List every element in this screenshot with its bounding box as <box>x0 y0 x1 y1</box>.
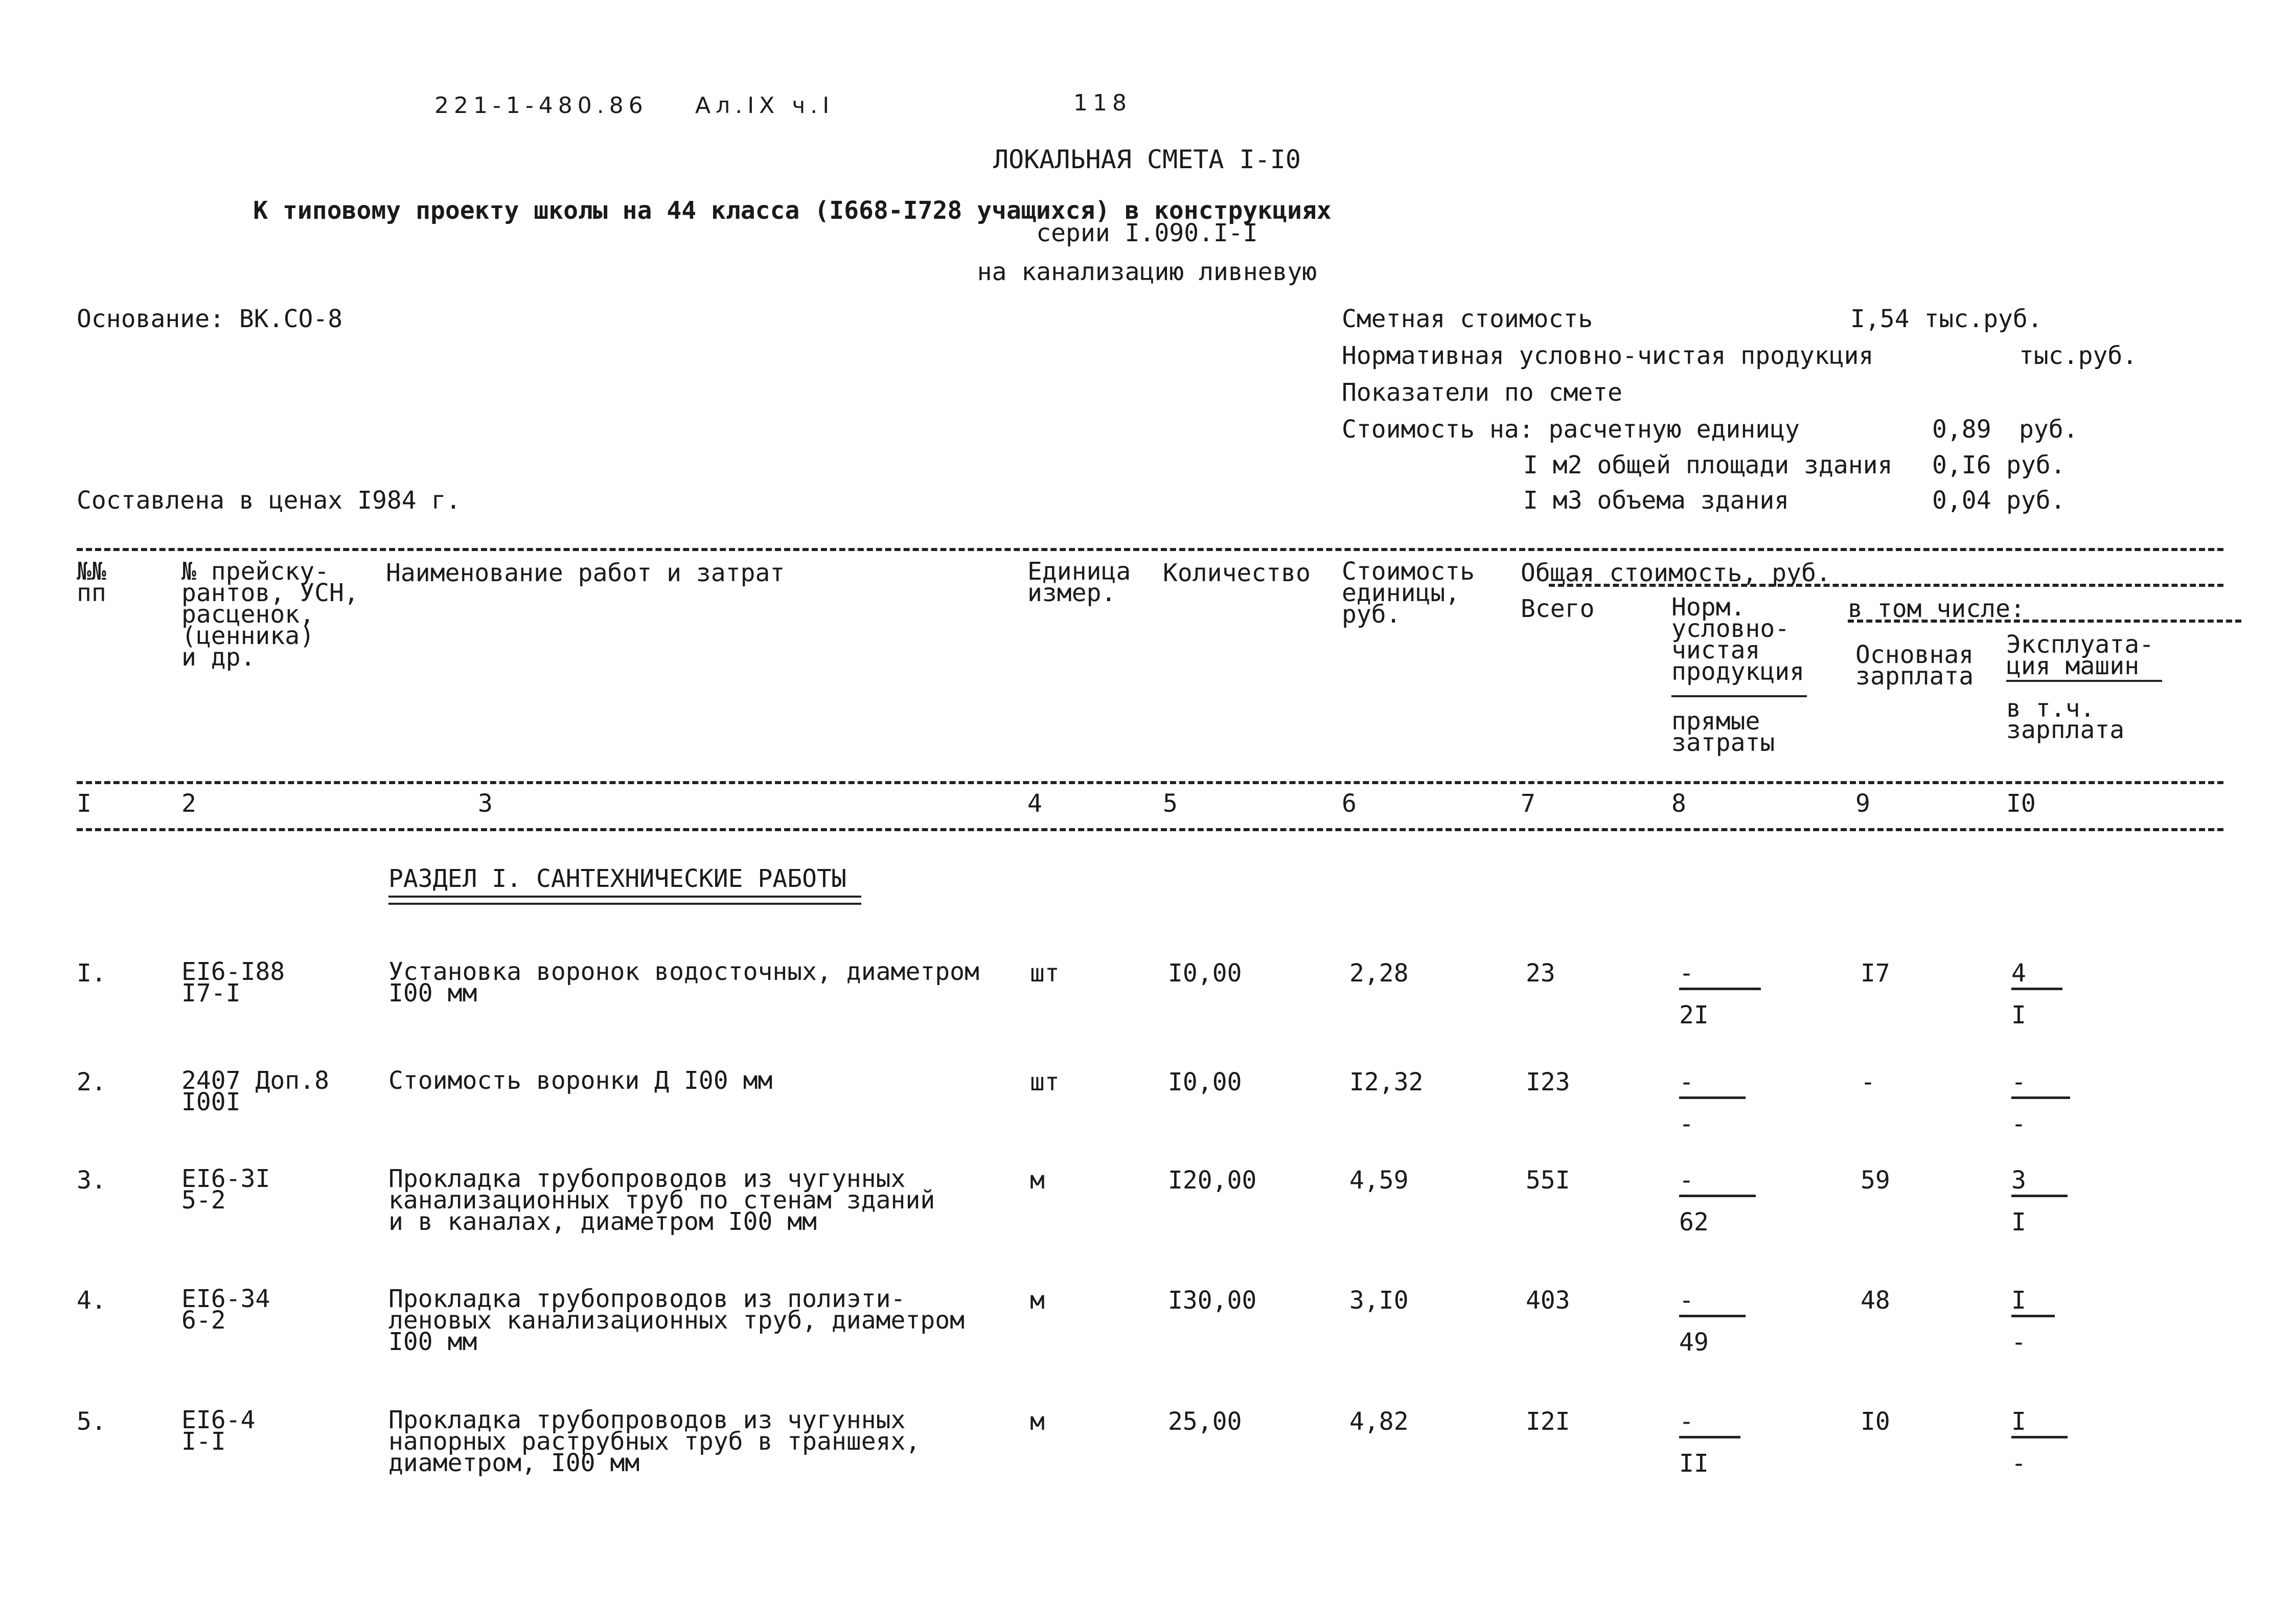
estimate-cost-label: Сметная стоимость <box>1342 305 1593 333</box>
row-work-name: Стоимость воронки Д I00 мм <box>388 1066 773 1095</box>
row-quantity: I0,00 <box>1168 959 1242 988</box>
col-index-7: 7 <box>1521 789 1535 818</box>
row-total: I23 <box>1526 1068 1570 1096</box>
col-index-8: 8 <box>1671 789 1686 818</box>
col-total-header: Всего <box>1521 594 1595 623</box>
col-pricelist-header: № прейску- рантов, УСН, расценок, (ценника) и др. <box>181 557 359 672</box>
cost-per-m3-unit: руб. <box>2006 486 2066 515</box>
row-machines: I <box>2011 1286 2026 1315</box>
header-bottom-rule <box>77 781 2223 784</box>
row-machines-salary: - <box>2011 1328 2026 1357</box>
row-total: 403 <box>1526 1286 1570 1315</box>
cost-per-unit-unit: руб. <box>2019 415 2078 444</box>
row-base-salary: 48 <box>1861 1286 1890 1315</box>
col-machines-header: Эксплуата- ция машин <box>2006 630 2154 680</box>
row-machines: - <box>2011 1068 2026 1096</box>
header-top-rule <box>77 548 2223 551</box>
row-direct-costs: - <box>1679 1110 1694 1138</box>
document-code: 221-1-480.86 <box>434 93 648 119</box>
col-number-header: №№ пп <box>77 557 106 607</box>
row-direct-costs: 2I <box>1679 1001 1709 1030</box>
row-number: 5. <box>77 1407 106 1436</box>
col-unit-cost-header: Стоимость единицы, руб. <box>1342 557 1475 629</box>
col-index-6: 6 <box>1342 789 1357 818</box>
subtitle-line1: К типовому проекту школы на 44 класса (I668-I728 учащихся) в конструкциях <box>253 196 1332 225</box>
col-unit-header: Единица измер. <box>1027 557 1131 607</box>
col-index-9: 9 <box>1855 789 1870 818</box>
row-norm-production: - <box>1679 1407 1694 1436</box>
row-quantity: I20,00 <box>1168 1166 1257 1195</box>
row-unit-cost: 3,I0 <box>1349 1286 1409 1315</box>
row-pricelist-code: 2407 Доп.8 I00I <box>181 1066 329 1116</box>
row-base-salary: I7 <box>1861 959 1890 988</box>
row-norm-production: - <box>1679 959 1694 988</box>
row-work-name: Установка воронок водосточных, диаметром I00 мм <box>388 957 979 1008</box>
col-name-header: Наименование работ и затрат <box>386 559 785 587</box>
row-norm-production: - <box>1679 1068 1694 1096</box>
row-base-salary: I0 <box>1861 1407 1890 1436</box>
indicators-label: Показатели по смете <box>1342 378 1623 407</box>
row-work-name: Прокладка трубопроводов из чугунных напорных раструбных труб в траншеях, диаметром, I00 мм <box>388 1406 921 1477</box>
col-total-cost-header: Общая стоимость, руб. <box>1521 559 1831 587</box>
row-unit-cost: 2,28 <box>1349 959 1409 988</box>
row-total: 23 <box>1526 959 1555 988</box>
cost-per-m2-label: I м2 общей площади здания <box>1523 451 1893 479</box>
basis: Основание: ВК.СО-8 <box>77 305 343 333</box>
row-machines: I <box>2011 1407 2026 1436</box>
fraction-bar <box>2011 1195 2068 1197</box>
row-unit-cost: 4,82 <box>1349 1407 1409 1436</box>
col-index-10: I0 <box>2006 789 2036 818</box>
norm-production-underline <box>1671 695 1807 697</box>
norm-production-value: тыс.руб. <box>2019 341 2138 370</box>
cost-per-unit-value: 0,89 <box>1932 415 1991 444</box>
row-work-name: Прокладка трубопроводов из чугунных канализационных труб по стенам зданий и в каналах, диаметром I00 мм <box>388 1164 935 1236</box>
row-norm-production: - <box>1679 1166 1694 1195</box>
row-direct-costs: II <box>1679 1449 1709 1478</box>
subtitle-line3: на канализацию ливневую <box>977 258 1317 286</box>
row-pricelist-code: ЕI6-3I 5-2 <box>181 1164 270 1215</box>
row-unit-cost: 4,59 <box>1349 1166 1409 1195</box>
index-bottom-rule <box>77 828 2223 831</box>
cost-per-m3-value: 0,04 <box>1932 486 1991 515</box>
section-title: РАЗДЕЛ I. САНТЕХНИЧЕСКИЕ РАБОТЫ <box>388 864 846 893</box>
row-total: 55I <box>1526 1166 1570 1195</box>
row-quantity: I0,00 <box>1168 1068 1242 1096</box>
row-machines-salary: - <box>2011 1449 2026 1478</box>
row-quantity: 25,00 <box>1168 1407 1242 1436</box>
col-index-5: 5 <box>1163 789 1178 818</box>
row-unit: шт <box>1030 959 1060 988</box>
fraction-bar <box>2011 1315 2055 1317</box>
row-base-salary: - <box>1861 1068 1875 1096</box>
cost-per-unit-label: Стоимость на: расчетную единицу <box>1342 415 1800 444</box>
row-unit: м <box>1030 1166 1045 1195</box>
row-pricelist-code: ЕI6-34 6-2 <box>181 1285 270 1335</box>
total-cost-rule <box>1549 584 2223 587</box>
document-title: ЛОКАЛЬНАЯ СМЕТА I-I0 <box>993 145 1301 174</box>
col-base-salary-header: Основная зарплата <box>1855 641 1974 691</box>
col-index-1: I <box>77 789 91 818</box>
cost-per-m2-value: 0,I6 <box>1932 451 1991 479</box>
fraction-bar <box>2011 1436 2068 1438</box>
row-direct-costs: 49 <box>1679 1328 1709 1357</box>
col-norm-production-header: Норм. условно- чистая продукция <box>1671 593 1805 686</box>
col-quantity-header: Количество <box>1163 559 1311 587</box>
row-norm-production: - <box>1679 1286 1694 1315</box>
col-index-2: 2 <box>181 789 196 818</box>
row-unit: м <box>1030 1286 1045 1315</box>
including-rule <box>1848 620 2241 623</box>
row-machines-salary: I <box>2011 1208 2026 1237</box>
section-title-underline <box>388 896 861 905</box>
row-number: 3. <box>77 1166 106 1195</box>
machines-underline <box>2006 680 2162 682</box>
row-number: I. <box>77 959 106 988</box>
row-pricelist-code: ЕI6-4 I-I <box>181 1406 256 1456</box>
fraction-bar <box>1679 1436 1740 1438</box>
fraction-bar <box>1679 1195 1756 1197</box>
row-unit: м <box>1030 1407 1045 1436</box>
norm-production-label: Нормативная условно-чистая продукция <box>1342 341 1874 370</box>
fraction-bar <box>1679 1315 1746 1317</box>
row-total: I2I <box>1526 1407 1570 1436</box>
col-index-3: 3 <box>478 789 493 818</box>
col-including-header: в том числе: <box>1848 594 2025 623</box>
col-index-4: 4 <box>1027 789 1042 818</box>
subtitle-line2: серии I.090.I-I <box>1036 219 1258 247</box>
fraction-bar <box>1679 988 1761 990</box>
row-number: 2. <box>77 1068 106 1096</box>
cost-per-m2-unit: руб. <box>2006 451 2066 479</box>
fraction-bar <box>2011 1096 2070 1099</box>
prices-year: Составлена в ценах I984 г. <box>77 486 461 515</box>
col-machines-salary-header: в т.ч. зарплата <box>2006 694 2125 744</box>
row-work-name: Прокладка трубопроводов из полиэти- леновых канализационных труб, диаметром I00 мм <box>388 1285 965 1356</box>
fraction-bar <box>2011 988 2062 990</box>
row-direct-costs: 62 <box>1679 1208 1709 1237</box>
col-direct-costs-header: прямые затраты <box>1671 707 1775 757</box>
row-base-salary: 59 <box>1861 1166 1890 1195</box>
row-machines: 4 <box>2011 959 2026 988</box>
row-unit: шт <box>1030 1068 1060 1096</box>
page-number: 118 <box>1073 90 1132 116</box>
row-unit-cost: I2,32 <box>1349 1068 1424 1096</box>
row-number: 4. <box>77 1286 106 1315</box>
album-number: Ал.IX ч.I <box>695 93 835 119</box>
row-machines: 3 <box>2011 1166 2026 1195</box>
cost-per-m3-label: I м3 объема здания <box>1523 486 1790 515</box>
row-machines-salary: I <box>2011 1001 2026 1030</box>
row-pricelist-code: ЕI6-I88 I7-I <box>181 957 285 1008</box>
row-quantity: I30,00 <box>1168 1286 1257 1315</box>
fraction-bar <box>1679 1096 1746 1099</box>
estimate-cost-value: I,54 тыс.руб. <box>1850 305 2043 333</box>
row-machines-salary: - <box>2011 1110 2026 1138</box>
